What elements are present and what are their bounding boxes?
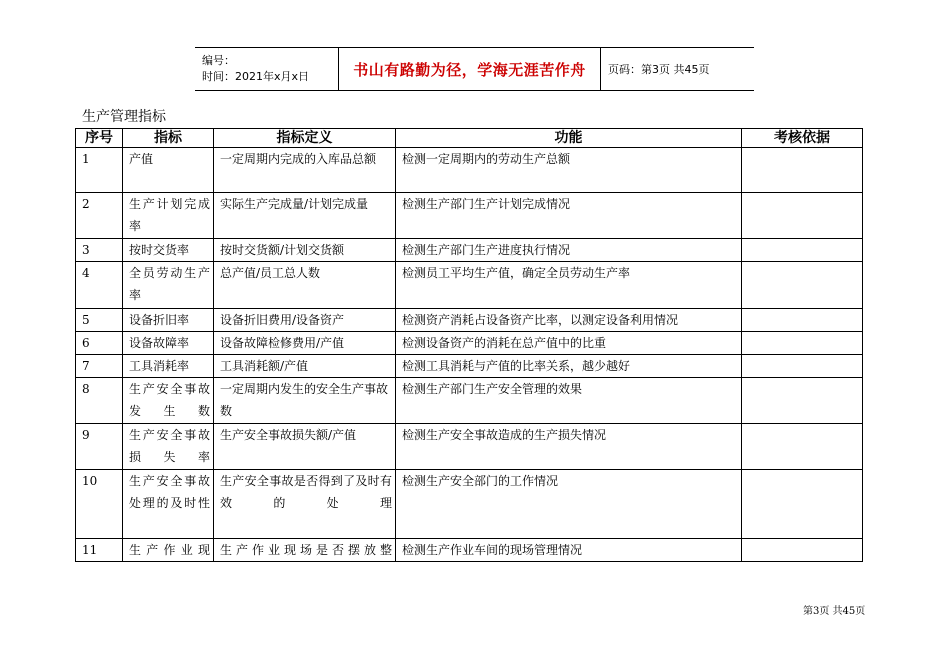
cell-function: 检测生产安全部门的工作情况 xyxy=(396,470,742,539)
cell-no: 7 xyxy=(76,355,123,378)
cell-indicator: 生产计划完成率 xyxy=(123,193,214,239)
cell-indicator: 生产安全事故发生数 xyxy=(123,378,214,424)
time-label: 时间：2021年x月x日 xyxy=(202,70,310,83)
cell-no: 10 xyxy=(76,470,123,539)
cell-function: 检测工具消耗与产值的比率关系，越少越好 xyxy=(396,355,742,378)
cell-definition: 实际生产完成量/计划完成量 xyxy=(214,193,396,239)
cell-definition: 设备故障检修费用/产值 xyxy=(214,332,396,355)
cell-indicator: 全员劳动生产率 xyxy=(123,262,214,309)
table-row xyxy=(76,239,863,262)
cell-function: 检测生产部门生产进度执行情况 xyxy=(396,239,742,262)
cell-definition: 生产作业现场是否摆放整 xyxy=(214,539,396,562)
section-title: 生产管理指标 xyxy=(82,109,166,125)
header-motto: 书山有路勤为径，学海无涯苦作舟 xyxy=(338,48,601,90)
table-header-row xyxy=(76,129,863,148)
table-row xyxy=(76,539,863,562)
number-label: 编号： xyxy=(202,54,235,67)
page-header xyxy=(195,47,754,91)
cell-function: 检测员工平均生产值，确定全员劳动生产率 xyxy=(396,262,742,309)
cell-indicator: 生产作业现 xyxy=(123,539,214,562)
table-row xyxy=(76,378,863,424)
cell-basis xyxy=(742,470,863,539)
table-row xyxy=(76,262,863,309)
cell-basis xyxy=(742,193,863,239)
cell-function: 检测生产作业车间的现场管理情况 xyxy=(396,539,742,562)
cell-basis xyxy=(742,262,863,309)
cell-definition: 一定周期内完成的入库品总额 xyxy=(214,148,396,193)
cell-basis xyxy=(742,332,863,355)
table-row xyxy=(76,355,863,378)
cell-indicator: 按时交货率 xyxy=(123,239,214,262)
cell-no: 8 xyxy=(76,378,123,424)
cell-no: 1 xyxy=(76,148,123,193)
column-header-definition: 指标定义 xyxy=(214,129,396,148)
table-row xyxy=(76,193,863,239)
cell-indicator: 设备故障率 xyxy=(123,332,214,355)
cell-function: 检测一定周期内的劳动生产总额 xyxy=(396,148,742,193)
cell-no: 3 xyxy=(76,239,123,262)
column-header-indicator: 指标 xyxy=(123,129,214,148)
cell-definition: 生产安全事故是否得到了及时有效的处理 xyxy=(214,470,396,539)
cell-definition: 工具消耗额/产值 xyxy=(214,355,396,378)
cell-no: 2 xyxy=(76,193,123,239)
cell-no: 11 xyxy=(76,539,123,562)
header-meta-cell xyxy=(195,48,338,90)
cell-definition: 一定周期内发生的安全生产事故数 xyxy=(214,378,396,424)
table-row xyxy=(76,309,863,332)
table-row xyxy=(76,424,863,470)
cell-no: 5 xyxy=(76,309,123,332)
table-row xyxy=(76,148,863,193)
production-indicators-table xyxy=(75,128,863,562)
cell-basis xyxy=(742,309,863,332)
cell-definition: 生产安全事故损失额/产值 xyxy=(214,424,396,470)
cell-definition: 按时交货额/计划交货额 xyxy=(214,239,396,262)
cell-indicator: 生产安全事故处理的及时性 xyxy=(123,470,214,539)
cell-indicator: 工具消耗率 xyxy=(123,355,214,378)
header-page-code: 页码：第3页 共45页 xyxy=(608,63,710,76)
cell-indicator: 生产安全事故损失率 xyxy=(123,424,214,470)
cell-definition: 总产值/员工总人数 xyxy=(214,262,396,309)
cell-no: 4 xyxy=(76,262,123,309)
column-header-basis: 考核依据 xyxy=(742,129,863,148)
cell-function: 检测生产安全事故造成的生产损失情况 xyxy=(396,424,742,470)
cell-no: 9 xyxy=(76,424,123,470)
cell-basis xyxy=(742,355,863,378)
cell-basis xyxy=(742,239,863,262)
cell-indicator: 产值 xyxy=(123,148,214,193)
table-row xyxy=(76,470,863,539)
table-row xyxy=(76,332,863,355)
cell-function: 检测生产部门生产安全管理的效果 xyxy=(396,378,742,424)
cell-basis xyxy=(742,539,863,562)
column-header-no: 序号 xyxy=(76,129,123,148)
column-header-function: 功能 xyxy=(396,129,742,148)
cell-function: 检测设备资产的消耗在总产值中的比重 xyxy=(396,332,742,355)
cell-basis xyxy=(742,148,863,193)
cell-indicator: 设备折旧率 xyxy=(123,309,214,332)
cell-basis xyxy=(742,424,863,470)
footer-page-number: 第3页 共45页 xyxy=(803,606,866,617)
cell-no: 6 xyxy=(76,332,123,355)
cell-function: 检测资产消耗占设备资产比率，以测定设备利用情况 xyxy=(396,309,742,332)
cell-function: 检测生产部门生产计划完成情况 xyxy=(396,193,742,239)
cell-basis xyxy=(742,378,863,424)
cell-definition: 设备折旧费用/设备资产 xyxy=(214,309,396,332)
